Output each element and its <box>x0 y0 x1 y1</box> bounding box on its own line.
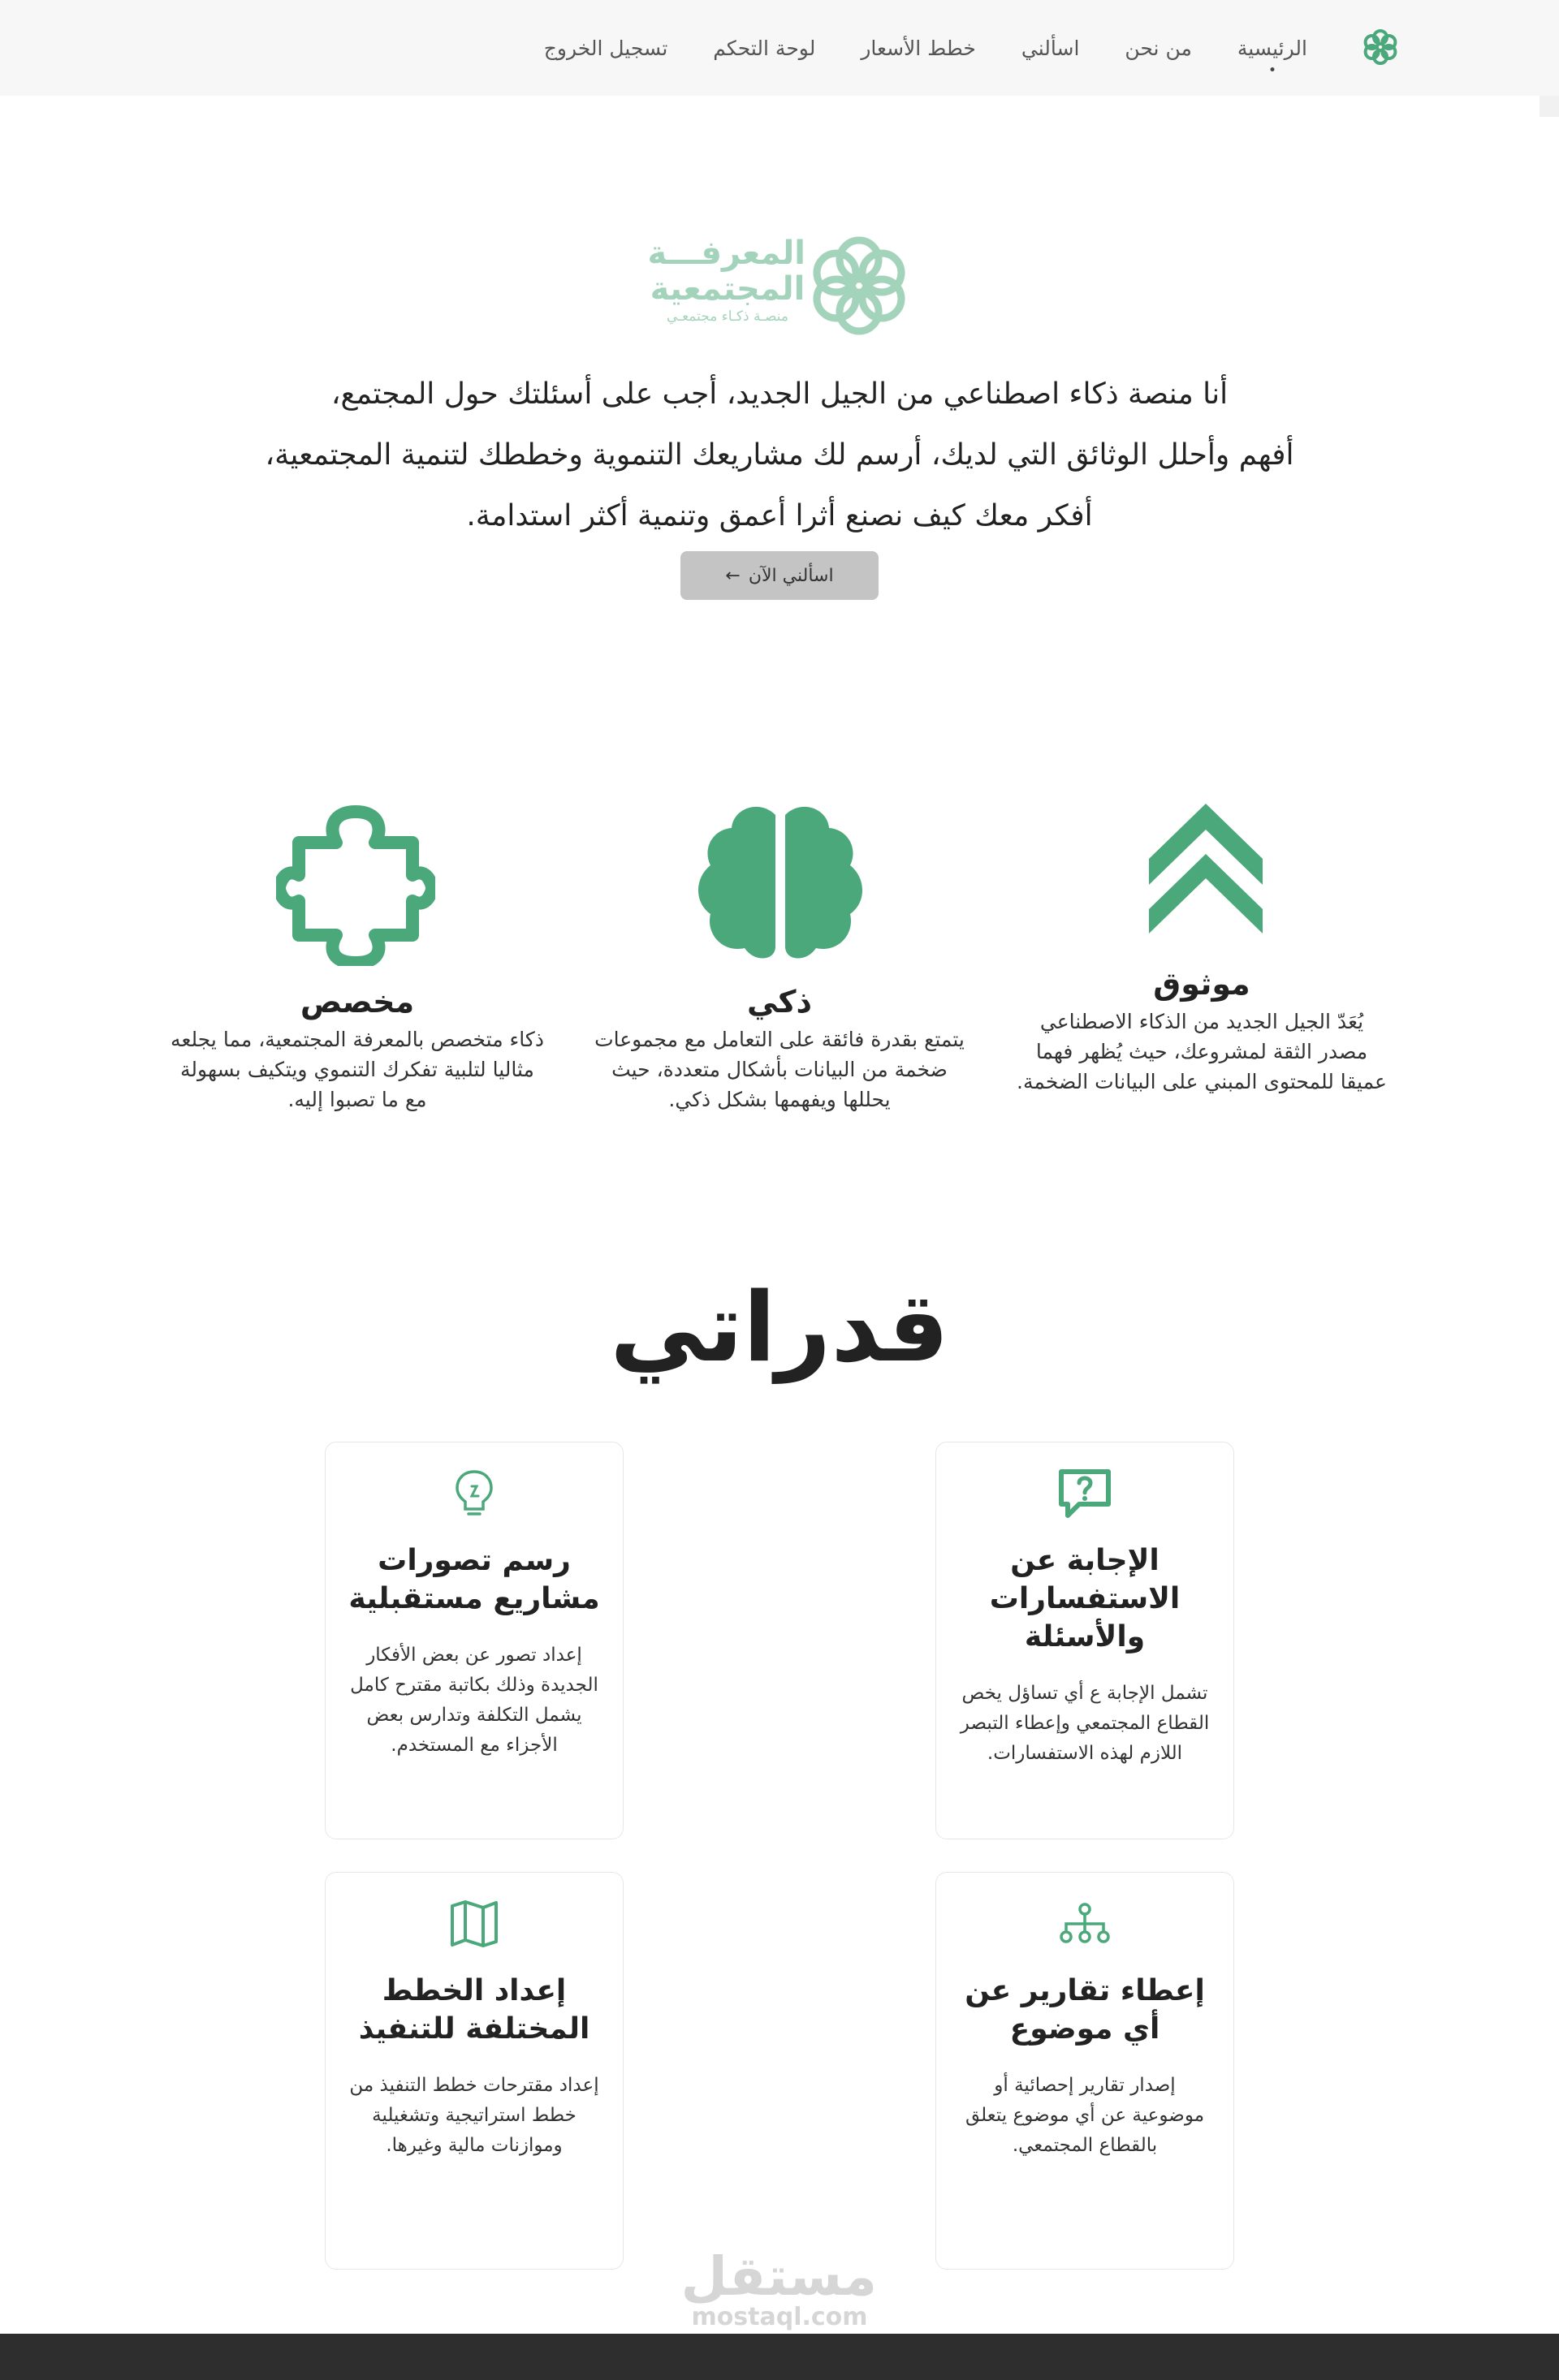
card-text: إعداد تصور عن بعض الأفكار الجديدة وذلك بكاتبة مقترح كامل يشمل التكلفة وتدارس بعض الأجزاء مع المستخدم. <box>350 1645 598 1756</box>
hero-description <box>130 364 1429 546</box>
lightbulb-icon <box>454 1468 494 1519</box>
arrow-left-icon: ← <box>725 565 741 586</box>
scrollbar-track[interactable] <box>1540 96 1559 117</box>
hero-logo-icon <box>807 227 911 341</box>
logo-line-1: المعرفـــة <box>647 235 805 272</box>
card-title: إعداد الخطط المختلفة للتنفيذ <box>358 1974 590 2046</box>
feature-text: ذكاء متخصص بالمعرفة المجتمعية، مما يجلعه مثاليا لتلبية تفكرك التنموي ويتكيف بسهولة مع ما تصبوا إليه. <box>171 1028 544 1111</box>
question-chat-icon <box>1058 1468 1112 1519</box>
hero-line: أفكر معك كيف نصنع أثرا أعمق وتنمية أكثر استدامة. <box>466 499 1093 532</box>
feature-title: ذكي <box>746 984 813 1020</box>
card-title: إعطاء تقارير عن أي موضوع <box>965 1974 1205 2046</box>
capability-card-plans <box>325 1872 624 2270</box>
hero-logo <box>647 227 911 345</box>
card-title: الإجابة عن الاستفسارات والأسئلة <box>989 1544 1181 1653</box>
card-text: تشمل الإجابة ع أي تساؤل يخص القطاع المجتمعي وإعطاء التبصر اللازم لهذه الاستفسارات. <box>960 1683 1210 1764</box>
double-chevron-up-icon <box>1149 804 1263 933</box>
logo-tagline: منصـة ذكـاء مجتمعـي <box>666 308 789 325</box>
watermark-arabic: مستقل <box>680 2245 877 2308</box>
logo-line-2: المجتمعية <box>650 270 805 308</box>
capability-card-reports <box>935 1872 1234 2270</box>
capability-card-answers <box>935 1442 1234 1839</box>
hero-wordmark <box>647 235 805 326</box>
top-navbar <box>0 0 1559 96</box>
nav-dashboard[interactable]: لوحة التحكم <box>713 36 816 60</box>
main-nav <box>544 0 1307 96</box>
cta-label: اسألني الآن <box>748 565 834 586</box>
card-text: إعداد مقترحات خطط التنفيذ من خطط استراتيجية وتشغيلية وموازنات مالية وغيرها. <box>349 2075 599 2156</box>
nav-home[interactable]: الرئيسية <box>1237 36 1307 60</box>
map-icon <box>449 1899 499 1948</box>
feature-title: مخصص <box>300 984 415 1020</box>
watermark-latin: mostaql.com <box>691 2303 868 2331</box>
nav-ask-me[interactable]: اسألني <box>1021 36 1080 60</box>
hero-line: أنا منصة ذكاء اصطناعي من الجيل الجديد، أجب على أسئلتك حول المجتمع، <box>330 377 1229 411</box>
feature-text: يُعَدّ الجيل الجديد من الذكاء الاصطناعي مصدر الثقة لمشروعك، حيث يُظهر فهما عميقا للمحتوى المبني على البيانات الضخمة. <box>1017 1010 1387 1093</box>
sitemap-icon <box>1059 1903 1111 1945</box>
card-text: إصدار تقارير إحصائية أو موضوعية عن أي موضوع يتعلق بالقطاع المجتمعي. <box>965 2075 1205 2156</box>
nav-about[interactable]: من نحن <box>1125 36 1192 60</box>
feature-text: يتمتع بقدرة فائقة على التعامل مع مجموعات ضخمة من البيانات بأشكال متعددة، حيث يحللها ويفهمها بشكل ذكي. <box>594 1028 965 1111</box>
capability-card-future-projects <box>325 1442 624 1839</box>
ask-me-now-button[interactable] <box>680 551 879 600</box>
capabilities-title: قدراتي <box>610 1271 949 1383</box>
nav-pricing[interactable]: خطط الأسعار <box>861 36 976 60</box>
card-title: رسم تصورات مشاريع مستقبلية <box>348 1544 600 1615</box>
brand-logo-icon[interactable] <box>1361 28 1400 67</box>
nav-logout[interactable]: تسجيل الخروج <box>543 36 668 60</box>
brain-icon <box>694 804 866 963</box>
hero-line: أفهم وأحلل الوثائق التي لديك، أرسم لك مشاريعك التنموية وخططك لتنمية المجتمعية، <box>265 438 1294 472</box>
mostaql-watermark <box>680 2245 877 2331</box>
puzzle-piece-icon <box>276 804 435 966</box>
feature-title: موثوق <box>1153 966 1250 1002</box>
footer <box>0 2334 1559 2380</box>
